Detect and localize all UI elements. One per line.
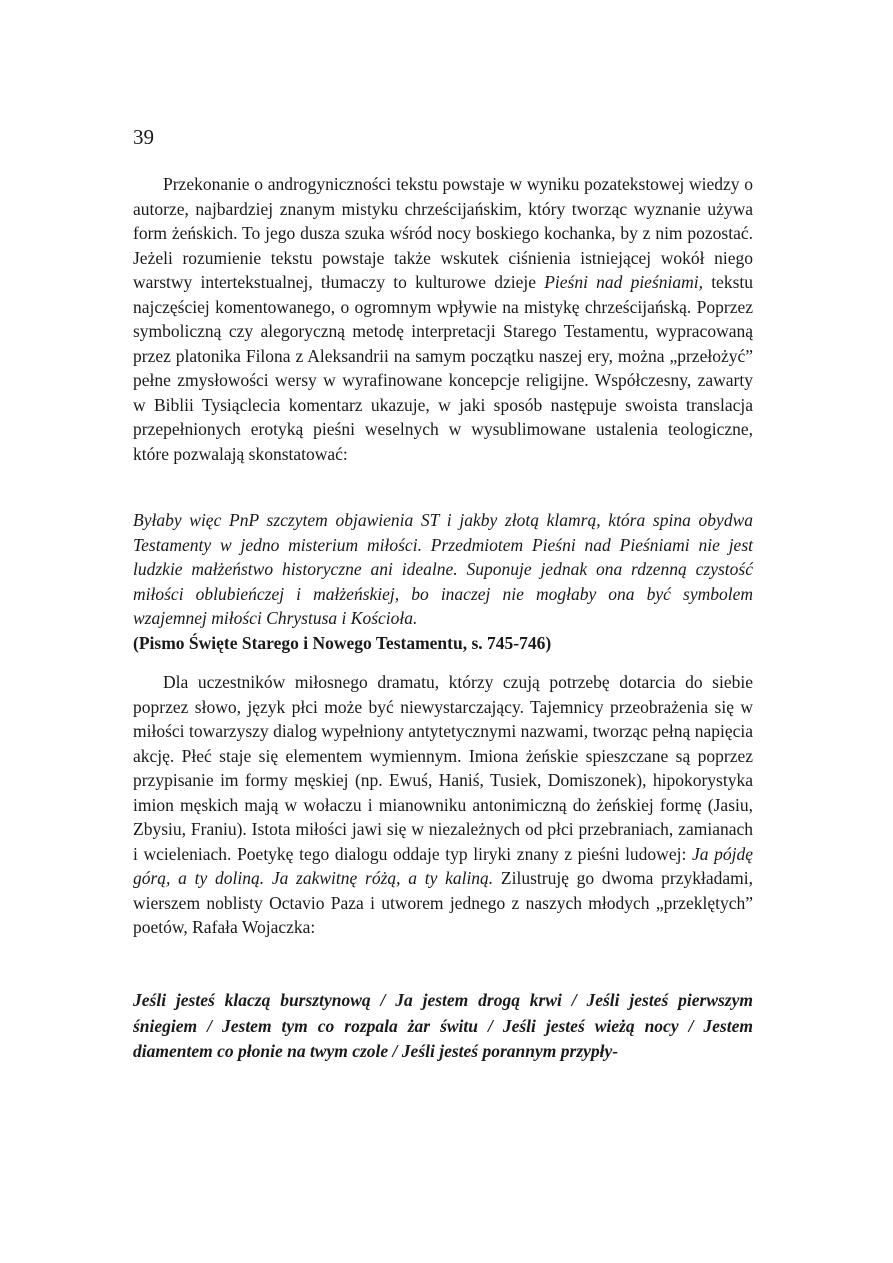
page-number: 39	[133, 125, 154, 149]
book-title-song-of-songs: Pieśni nad pieśniami,	[544, 272, 703, 292]
quote-source: (Pismo Święte Starego i Nowego Testamentu, s. 745-746)	[133, 632, 552, 653]
bible-commentary-quote	[133, 508, 753, 655]
paragraph-text: tekstu najczęściej komentowanego, o ogromnym wpływie na mistykę chrześcijańską. Poprzez symboliczną czy alegoryczną metodę interpretacji Starego Testamentu, wypracowaną przez platonika Filona z Aleksandrii na samym początku naszej ery, można „przełożyć” pełne zmysłowości wersy w wyrafinowane koncepcje religijne. Współczesny, zawarty w Biblii Tysiąclecia komentarz ukazuje, w jaki sposób następuje swoista translacja przepełnionych erotyką pieśni weselnych w wysublimowane ustalenia teologiczne, które pozwalają skonstatować:	[133, 272, 753, 464]
paragraph-androgyny	[133, 172, 753, 466]
paragraph-text: Przekonanie o androgyniczności tekstu powstaje w wyniku pozatekstowej wiedzy o autorze, najbardziej znanym mistyku chrześcijańskim, który tworząc wyznanie używa form żeńskich. To jego dusza szuka wśród nocy boskiego kochanka, by z nim pozostać. Jeżeli rozumienie tekstu powstaje także wskutek ciśnienia istniejącej wokół niego warstwy intertekstualnej, tłumaczy to kulturowe dzieje	[133, 174, 753, 292]
paragraph-text: Dla uczestników miłosnego dramatu, którzy czują potrzebę dotarcia do siebie poprzez słowo, język płci może być niewystarczający. Tajemnicy przeobrażenia się w miłości towarzyszy dialog wypełniony antytetycznymi nazwami, tworząc pełną napięcia akcję. Płeć staje się elementem wymiennym. Imiona żeńskie spieszczane są poprzez przypisanie im formy męskiej (np. Ewuś, Haniś, Tusiek, Domiszonek), hipokorystyka imion męskich mają w wołaczu i mianowniku antonimiczną do żeńskiej formę (Jasiu, Zbysiu, Franiu). Istota miłości jawi się w niezależnych od płci przebraniach, zamianach i wcieleniach. Poetykę tego dialogu oddaje typ liryki znany z pieśni ludowej:	[133, 672, 753, 864]
book-page	[133, 0, 753, 1263]
paragraph-love-dialogue	[133, 670, 753, 940]
poem-quote-paz: Jeśli jesteś klaczą bursztynową / Ja jestem drogą krwi / Jeśli jesteś pierwszym śniegiem / Jestem tym co rozpala żar świtu / Jeśli jesteś wieżą nocy / Jestem diamentem co płonie na twym czole / Jeśli jesteś porannym przypły-	[133, 990, 753, 1061]
paragraph-text: Zilustruję go dwoma przykładami, wierszem noblisty Octavio Paza i utworem jednego z naszych młodych „przeklętych” poetów, Rafała Wojaczka:	[133, 868, 753, 937]
folk-song-quote: Ja pójdę górą, a ty doliną. Ja zakwitnę różą, a ty kaliną.	[133, 843, 753, 888]
quote-text: Byłaby więc PnP szczytem objawienia ST i jakby złotą klamrą, która spina obydwa Testamenty w jedno misterium miłości. Przedmiotem Pieśni nad Pieśniami nie jest ludzkie małżeństwo historyczne ani idealne. Suponuje jednak ona rdzenną czystość miłości oblubieńczej i małżeńskiej, bo inaczej nie mogłaby ona być symbolem wzajemnej miłości Chrystusa i Kościoła.	[133, 510, 753, 628]
